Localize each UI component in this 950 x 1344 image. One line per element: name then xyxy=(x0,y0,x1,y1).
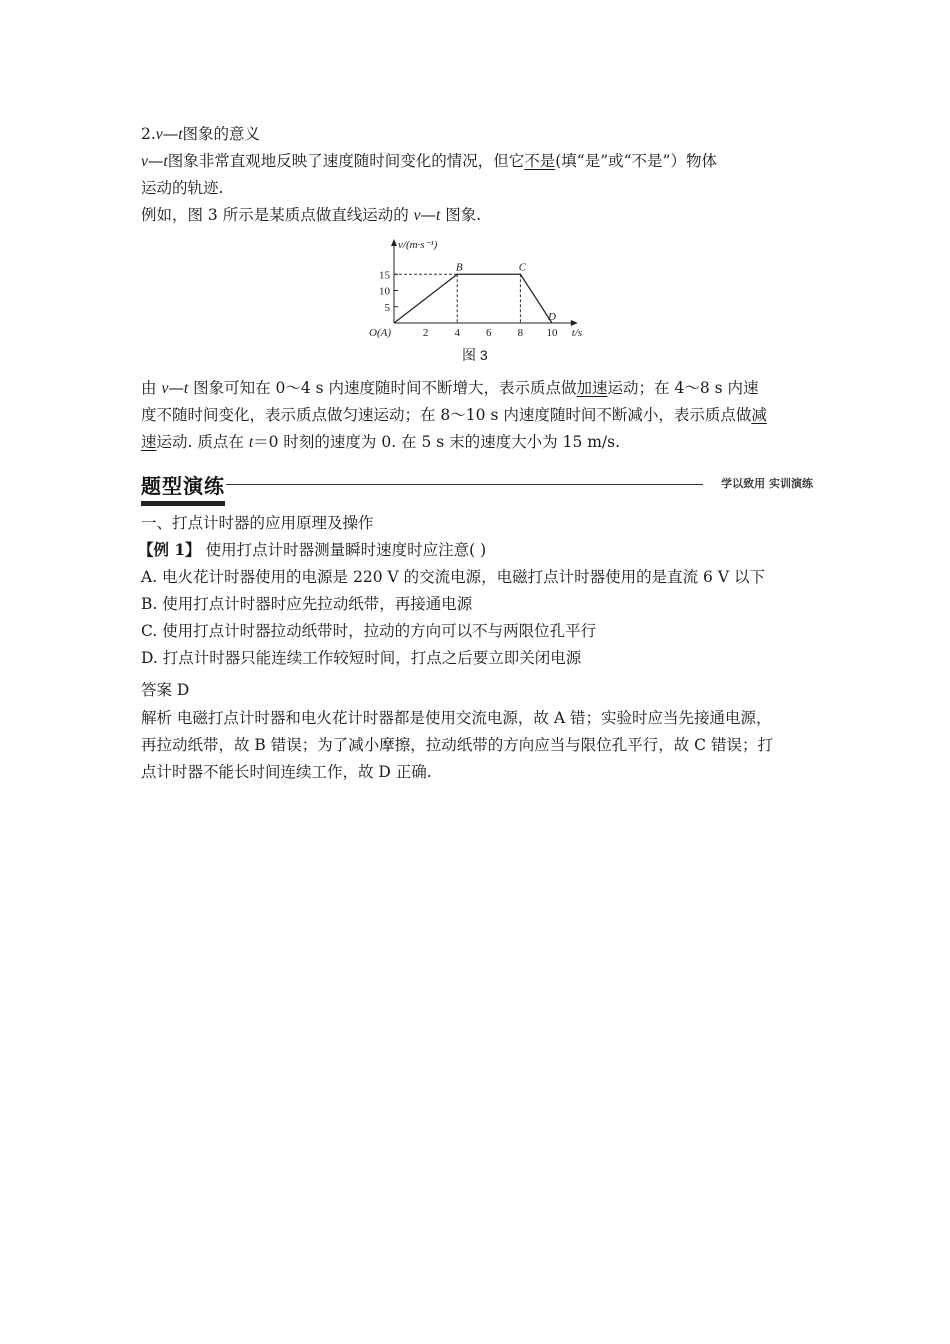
option-c: C. 使用打点计时器拉动纸带时，拉动的方向可以不与两限位孔平行 xyxy=(141,622,597,640)
x-tick-label: 4 xyxy=(454,327,460,339)
velocity-line xyxy=(394,274,552,323)
paragraph-line: 速运动. 质点在 t＝0 时刻的速度为 0. 在 5 s 末的速度大小为 15 m/s. xyxy=(141,433,621,451)
analysis-line: 解析 电磁打点计时器和电火花计时器都是使用交流电源，故 A 错；实验时应当先接通电源， xyxy=(141,709,772,727)
paragraph-line: 由 v—t 图象可知在 0～4 s 内速度随时间不断增大，表示质点做加速运动；在 4～8 s 内速 xyxy=(141,379,759,397)
section-banner xyxy=(141,470,813,504)
point-label: C xyxy=(518,261,527,274)
divider xyxy=(226,484,703,485)
x-tick-label: 10 xyxy=(546,327,558,339)
graph-guides xyxy=(394,274,520,323)
analysis-line: 再拉动纸带，故 B 错误；为了减小摩擦，拉动纸带的方向应当与限位孔平行，故 C 错误；打 xyxy=(141,736,773,754)
example-question: 【例 1】 使用打点计时器测量瞬时速度时应注意( ) xyxy=(138,540,487,559)
paragraph-line: 度不随时间变化，表示质点做匀速运动；在 8～10 s 内速度随时间不断减小，表示质点做减 xyxy=(141,406,767,424)
analysis-line: 点计时器不能长时间连续工作，故 D 正确. xyxy=(141,763,432,781)
fill-answer: 减 xyxy=(751,406,767,424)
y-tick-label: 5 xyxy=(384,301,390,314)
example-tag: 【例 1】 xyxy=(138,540,201,559)
section-heading: 2.v—t图象的意义 xyxy=(141,125,261,143)
paragraph-line: 运动的轨迹. xyxy=(141,179,224,197)
point-label: D xyxy=(548,311,556,323)
y-tick-label: 15 xyxy=(379,269,390,282)
section-title: 题型演练 xyxy=(141,470,225,506)
x-tick-label: 2 xyxy=(422,327,429,339)
answer: 答案 D xyxy=(141,681,190,699)
option-d: D. 打点计时器只能连续工作较短时间，打点之后要立即关闭电源 xyxy=(141,649,582,667)
x-tick-label: 8 xyxy=(517,327,524,339)
topic-heading: 一、打点计时器的应用原理及操作 xyxy=(141,514,374,532)
fill-answer: 加速 xyxy=(576,379,608,397)
fill-answer: 不是 xyxy=(524,152,556,170)
section-subtitle: 学以致用 实训演练 xyxy=(721,477,813,490)
y-axis-arrow xyxy=(391,239,397,246)
vt-graph xyxy=(360,234,590,342)
fill-answer: 速 xyxy=(141,433,157,451)
option-a: A. 电火花计时器使用的电源是 220 V 的交流电源，电磁打点计时器使用的是直流 6 V 以下 xyxy=(141,568,765,586)
point-label: B xyxy=(455,261,463,274)
x-tick-label: 6 xyxy=(486,327,492,339)
graph-labels xyxy=(369,239,582,339)
paragraph-line: v—t图象非常直观地反映了速度随时间变化的情况，但它不是(填“是”或“不是”）物体 xyxy=(141,152,717,170)
x-axis-label: t/s xyxy=(571,327,583,339)
x-axis-arrow xyxy=(571,320,578,326)
paragraph-line: 例如，图 3 所示是某质点做直线运动的 v—t 图象. xyxy=(141,206,482,224)
figure-caption: 图 3 xyxy=(462,347,488,363)
option-b: B. 使用打点计时器时应先拉动纸带，再接通电源 xyxy=(141,595,473,613)
y-tick-label: 10 xyxy=(379,285,390,298)
y-axis-label: v/(m·s⁻¹) xyxy=(398,239,438,251)
graph-marks xyxy=(394,274,552,323)
point-label: O(A) xyxy=(369,327,391,339)
